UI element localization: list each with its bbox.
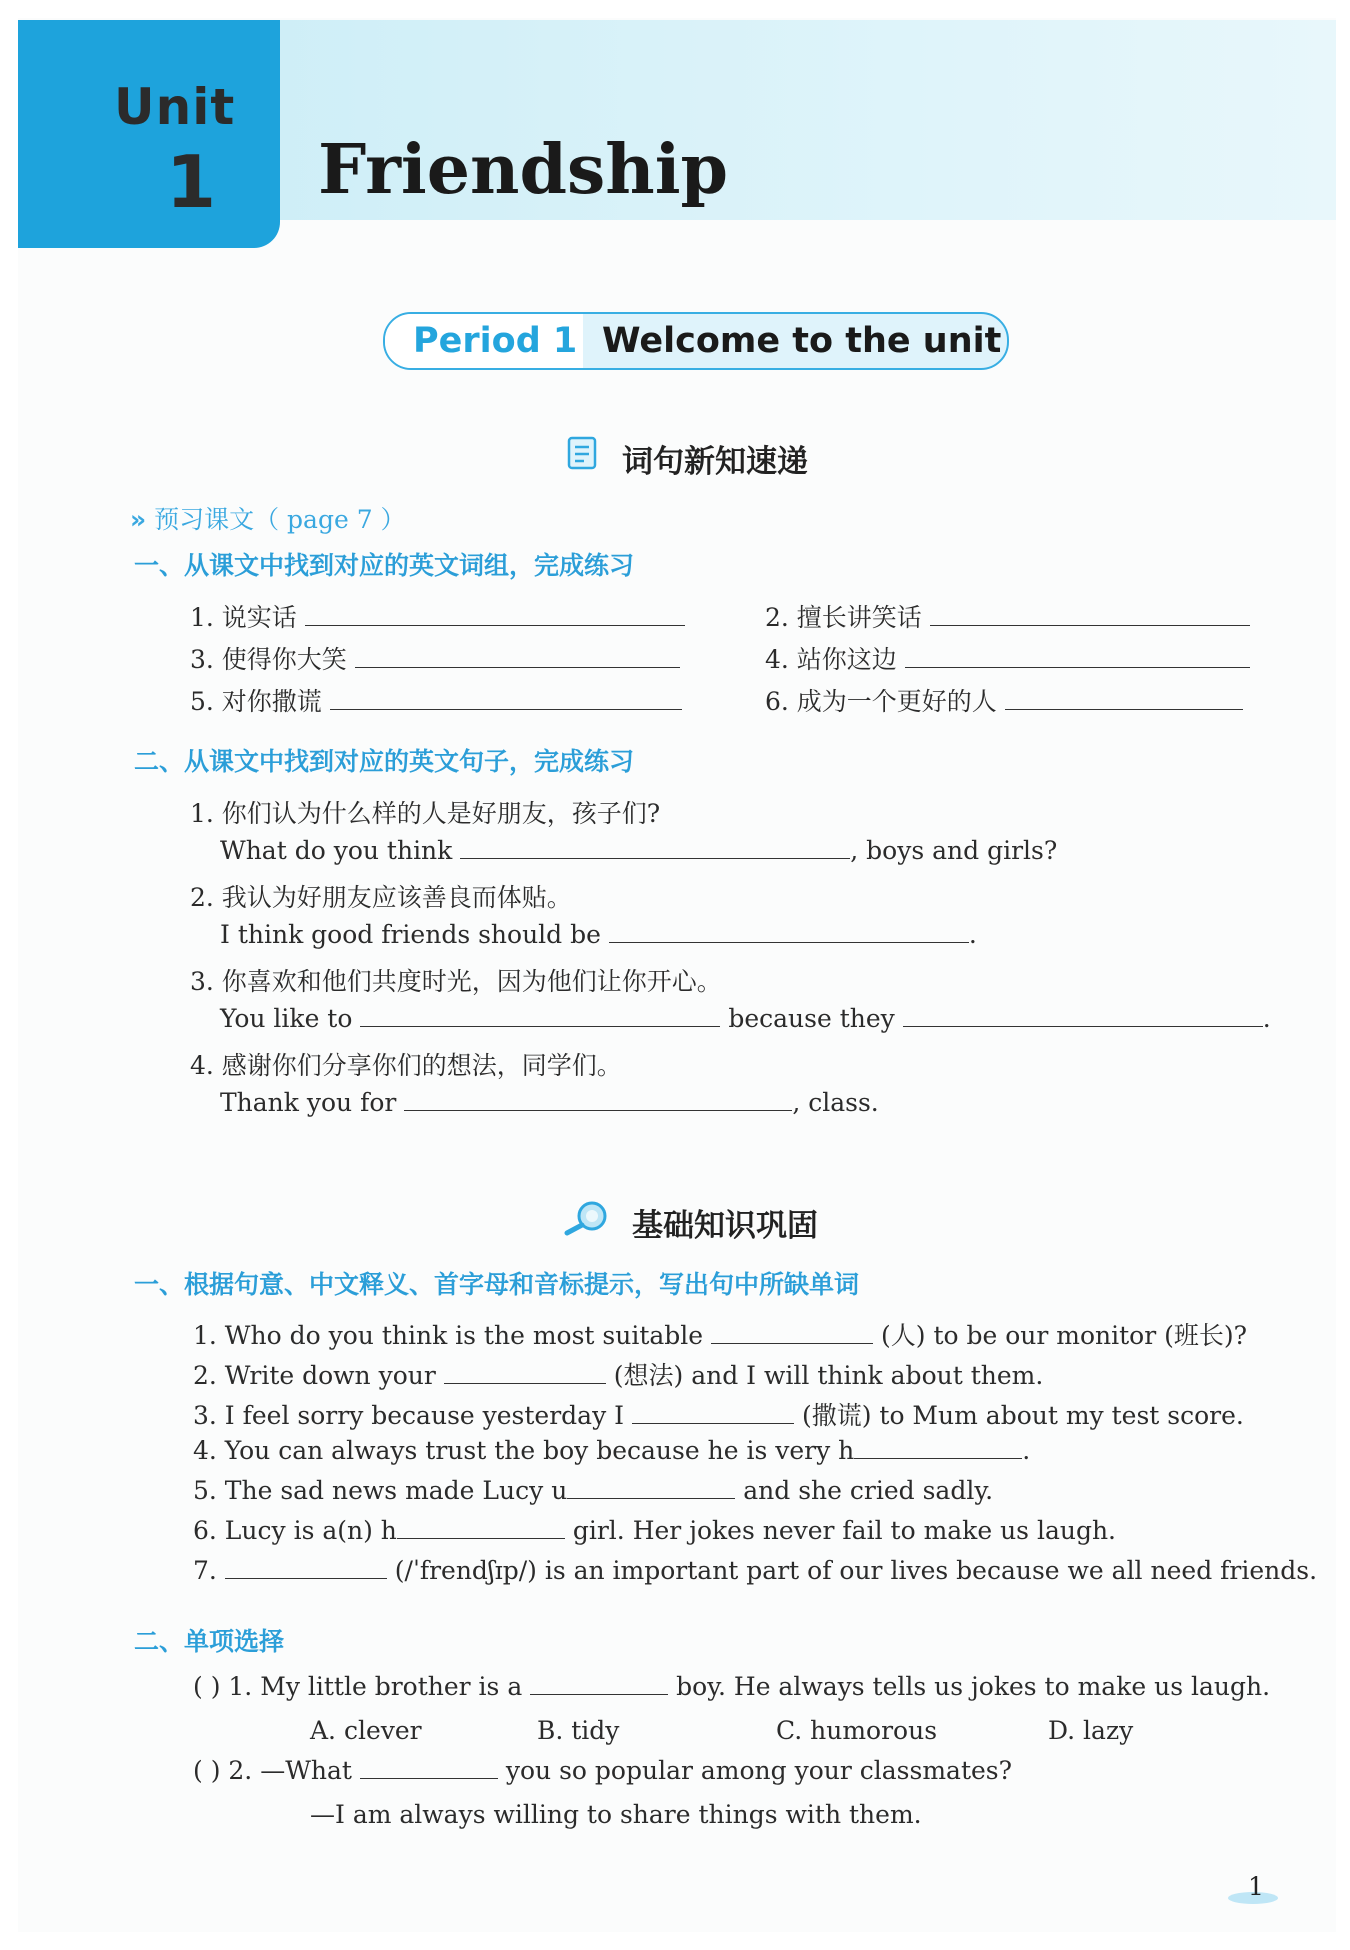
- magnifier-icon: [562, 1200, 610, 1236]
- period-title: Welcome to the unit: [602, 321, 1002, 361]
- choice-q1: ( ) 1. My little brother is a boy. He always tells us jokes to make us laugh.: [193, 1672, 1271, 1701]
- choice-q1-option-a: A. clever: [310, 1716, 422, 1745]
- phrase-item-6: 6. 成为一个更好的人: [765, 682, 1243, 718]
- sentence-q2-cn: 2. 我认为好朋友应该善良而体贴。: [190, 883, 572, 912]
- phrase-item-2: 2. 擅长讲笑话: [765, 598, 1250, 634]
- fill-line-5: 5. The sad news made Lucy u and she cried sadly.: [193, 1476, 994, 1505]
- multiple-choice-heading: 二、单项选择: [134, 1627, 285, 1656]
- preview-line: [130, 500, 406, 536]
- choice-q2-reply: —I am always willing to share things with them.: [310, 1800, 922, 1829]
- part2-heading: 二、从课文中找到对应的英文句子，完成练习: [134, 747, 635, 776]
- fill-line-4: 4. You can always trust the boy because he is very h .: [193, 1436, 1031, 1465]
- choice-q1-option-c: C. humorous: [776, 1716, 938, 1745]
- fill-line-7: 7. (/ˈfrendʃɪp/) is an important part of our lives because we all need friends.: [193, 1556, 1318, 1585]
- fill-line-3: 3. I feel sorry because yesterday I (撒谎) to Mum about my test score.: [193, 1401, 1244, 1430]
- phrase-item-4: 4. 站你这边: [765, 640, 1250, 676]
- part1-heading: 一、从课文中找到对应的英文词组，完成练习: [134, 551, 635, 580]
- notebook-icon: [566, 435, 600, 473]
- choice-q1-option-b: B. tidy: [537, 1716, 620, 1745]
- period-label: Period 1: [413, 321, 578, 361]
- sentence-q1-cn: 1. 你们认为什么样的人是好朋友，孩子们?: [190, 799, 661, 828]
- unit-title: Friendship: [318, 130, 729, 210]
- phrase-item-3: 3. 使得你大笑: [190, 640, 680, 676]
- section-title-new-knowledge: 词句新知速递: [622, 444, 808, 480]
- page-number: 1: [1248, 1872, 1264, 1901]
- sentence-q3-en: You like to because they .: [220, 1004, 1271, 1033]
- double-chevron-icon: »: [130, 505, 147, 534]
- sentence-q1-en: What do you think , boys and girls?: [220, 836, 1058, 865]
- unit-number: 1: [166, 140, 217, 224]
- period-banner: [383, 312, 1009, 370]
- sentence-q4-en: Thank you for , class.: [220, 1088, 879, 1117]
- choice-q2: ( ) 2. —What you so popular among your classmates?: [193, 1756, 1013, 1785]
- sentence-q2-en: I think good friends should be .: [220, 920, 977, 949]
- unit-label: Unit: [114, 78, 236, 136]
- fill-in-heading: 一、根据句意、中文释义、首字母和音标提示，写出句中所缺单词: [134, 1270, 860, 1299]
- fill-line-2: 2. Write down your (想法) and I will think about them.: [193, 1361, 1044, 1390]
- phrase-item-5: 5. 对你撒谎: [190, 682, 682, 718]
- choice-q1-option-d: D. lazy: [1048, 1716, 1134, 1745]
- section-title-basic-knowledge: 基础知识巩固: [632, 1208, 818, 1244]
- preview-text: 预习课文（ page 7 ）: [154, 505, 406, 534]
- fill-line-1: 1. Who do you think is the most suitable (人) to be our monitor (班长)?: [193, 1321, 1248, 1350]
- sentence-q4-cn: 4. 感谢你们分享你们的想法，同学们。: [190, 1051, 622, 1080]
- phrase-item-1: 1. 说实话: [190, 598, 685, 634]
- fill-line-6: 6. Lucy is a(n) h girl. Her jokes never fail to make us laugh.: [193, 1516, 1116, 1545]
- sentence-q3-cn: 3. 你喜欢和他们共度时光，因为他们让你开心。: [190, 967, 722, 996]
